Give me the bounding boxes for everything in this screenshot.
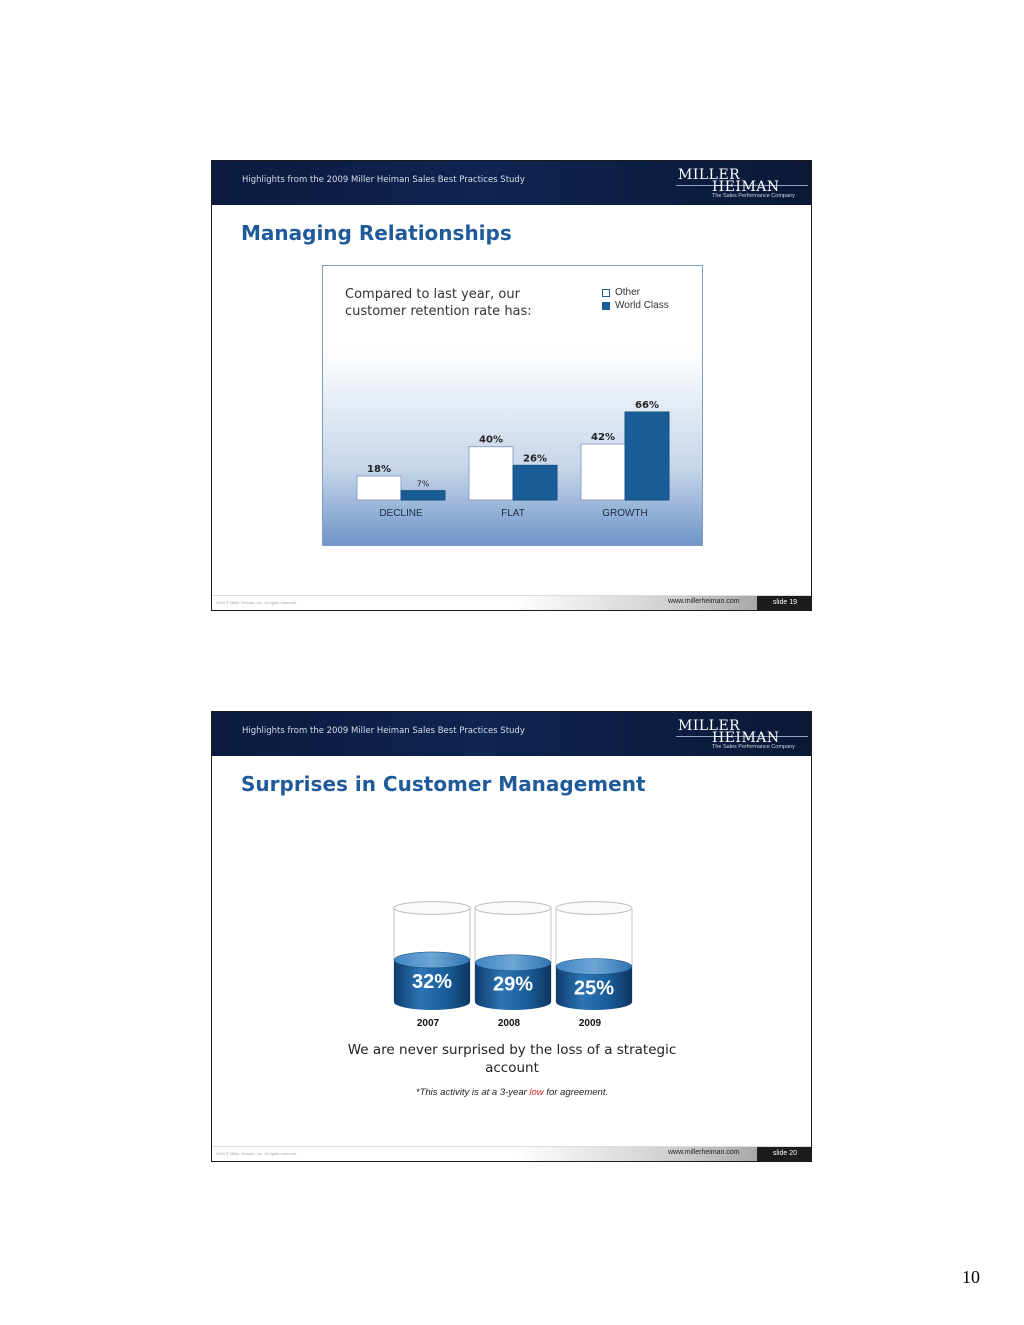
bar-world-class-flat	[513, 465, 557, 500]
slide-footer	[212, 595, 811, 610]
bar-other-flat	[469, 447, 513, 500]
data-label-world-class-growth: 66%	[635, 400, 659, 411]
bar-other-growth	[581, 444, 625, 500]
slide-number: slide 19	[757, 596, 812, 610]
year-label-2009: 2009	[578, 1018, 602, 1029]
data-label-2009: 25%	[573, 977, 615, 1000]
legend-label-world-class: World Class	[615, 300, 669, 311]
slide-header	[212, 161, 811, 205]
retention-chart-panel	[322, 265, 703, 546]
cylinder-rim-2009	[556, 902, 632, 915]
header-subtitle: Highlights from the 2009 Miller Heiman Sales Best Practices Study	[242, 726, 525, 736]
logo-tagline: The Sales Performance Company	[712, 193, 795, 199]
miller-heiman-logo	[676, 167, 806, 201]
miller-heiman-logo	[676, 718, 806, 752]
cylinder-chart	[392, 892, 642, 1032]
data-label-world-class-decline: 7%	[416, 479, 430, 489]
footer-copyright: 2009 © Miller Heiman, Inc. All rights reserved.	[216, 1151, 298, 1156]
category-label-decline: DECLINE	[379, 508, 423, 519]
bar-world-class-growth	[625, 412, 669, 500]
slide-footer	[212, 1146, 811, 1161]
data-label-world-class-flat: 26%	[523, 453, 547, 465]
slide-header	[212, 712, 811, 756]
retention-bar-chart	[323, 266, 704, 547]
chart-title: Compared to last year, our customer retention rate has:	[345, 287, 532, 319]
chart-footnote	[342, 1087, 682, 1098]
category-label-flat: FLAT	[501, 508, 525, 519]
logo-text-miller: MILLER	[678, 167, 741, 183]
footnote-text: *This activity is at a 3-year	[415, 1087, 530, 1098]
category-label-growth: GROWTH	[602, 508, 648, 519]
footer-url[interactable]: www.millerheiman.com	[668, 1149, 740, 1156]
cylinder-fill-top-2008	[475, 955, 551, 971]
data-label-other-flat: 40%	[479, 434, 503, 446]
bar-other-decline	[357, 476, 401, 500]
legend-label-other: Other	[615, 287, 641, 298]
bar-world-class-decline	[401, 491, 445, 500]
logo-text-miller: MILLER	[678, 718, 741, 734]
logo-text-heiman: HEIMAN	[712, 730, 780, 746]
cylinder-rim-2008	[475, 902, 551, 915]
year-label-2008: 2008	[497, 1018, 521, 1029]
chart-caption: We are never surprised by the loss of a strategic account	[347, 1042, 677, 1076]
cylinder-fill-top-2007	[394, 952, 470, 968]
slide-title: Managing Relationships	[241, 221, 512, 245]
page-number: 10	[962, 1267, 980, 1287]
data-label-2007: 32%	[411, 970, 453, 993]
data-label-2008: 29%	[492, 973, 534, 996]
data-label-other-growth: 42%	[591, 432, 615, 443]
slide-19	[211, 160, 812, 611]
cylinder-fill-top-2009	[556, 959, 632, 975]
logo-tagline: The Sales Performance Company	[712, 744, 795, 750]
slide-number: slide 20	[757, 1147, 812, 1161]
logo-text-heiman: HEIMAN	[712, 179, 780, 195]
slide-title: Surprises in Customer Management	[241, 772, 646, 796]
footnote-text-end: for agreement.	[543, 1087, 609, 1098]
cylinder-rim-2007	[394, 902, 470, 915]
year-label-2007: 2007	[416, 1018, 440, 1029]
footer-url[interactable]: www.millerheiman.com	[668, 598, 740, 605]
footer-copyright: 2009 © Miller Heiman, Inc. All rights reserved.	[216, 600, 298, 605]
data-label-other-decline: 18%	[367, 464, 391, 475]
header-subtitle: Highlights from the 2009 Miller Heiman Sales Best Practices Study	[242, 175, 525, 185]
slide-20	[211, 711, 812, 1162]
footnote-highlight: low	[529, 1087, 544, 1098]
